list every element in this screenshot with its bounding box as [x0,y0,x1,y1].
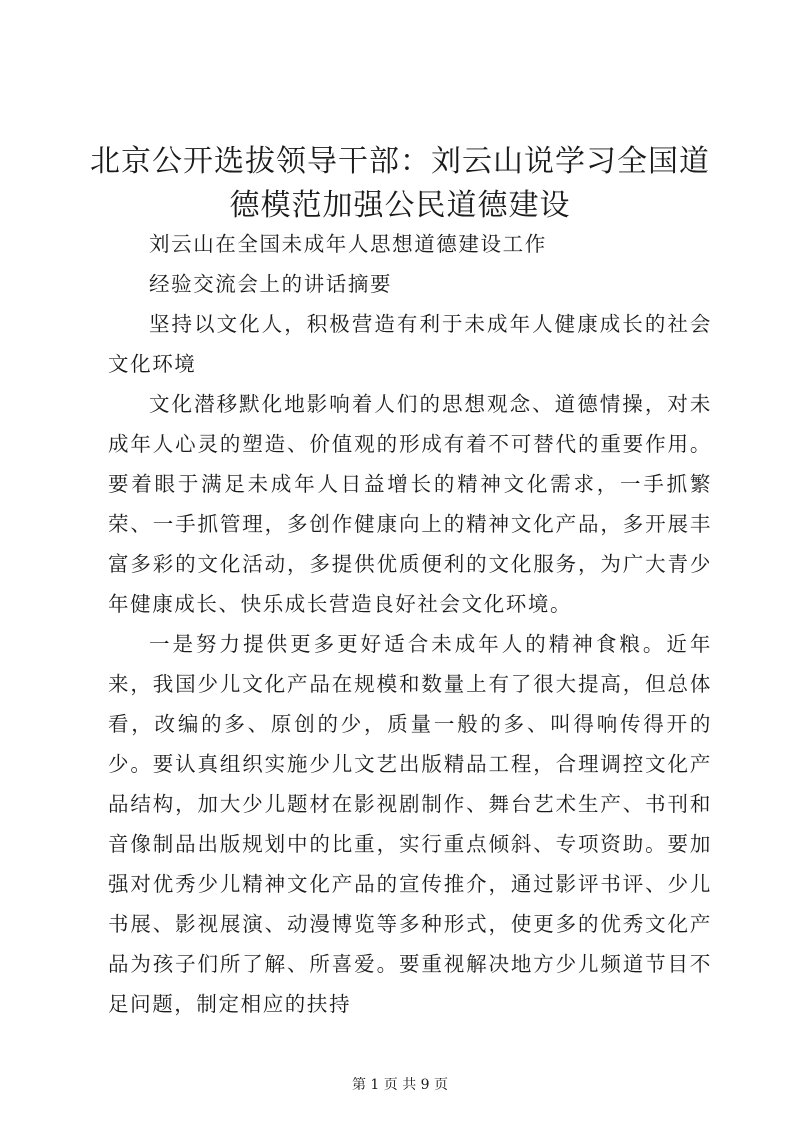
paragraph: 坚持以文化人，积极营造有利于未成年人健康成长的社会文化环境 [108,312,712,376]
paragraph: 刘云山在全国未成年人思想道德建设工作 [149,232,547,256]
document-body [108,224,712,1024]
paragraph: 经验交流会上的讲话摘要 [149,272,393,296]
document-title: 北京公开选拔领导干部：刘云山说学习全国道德模范加强公民道德建设 [90,144,710,223]
page-number-footer: 第 1 页 共 9 页 [351,1077,449,1093]
paragraph: 文化潜移默化地影响着人们的思想观念、道德情操，对未成年人心灵的塑造、价值观的形成有着不可替代的重要作用。要着眼于满足未成年人日益增长的精神文化需求，一手抓繁荣、一手抓管理，多创作健康向上的精神文化产品，多开展丰富多彩的文化活动，多提供优质便利的文化服务，为广大青少年健康成长、快乐成长营造良好社会文化环境。 [108,392,712,616]
paragraph: 一是努力提供更多更好适合未成年人的精神食粮。近年来，我国少儿文化产品在规模和数量上有了很大提高，但总体看，改编的多、原创的少，质量一般的多、叫得响传得开的少。要认真组织实施少儿文艺出版精品工程，合理调控文化产品结构，加大少儿题材在影视剧制作、舞台艺术生产、书刊和音像制品出版规划中的比重，实行重点倾斜、专项资助。要加强对优秀少儿精神文化产品的宣传推介，通过影评书评、少儿书展、影视展演、动漫博览等多种形式，使更多的优秀文化产品为孩子们所了解、所喜爱。要重视解决地方少儿频道节目不足问题，制定相应的扶持 [108,632,712,1016]
